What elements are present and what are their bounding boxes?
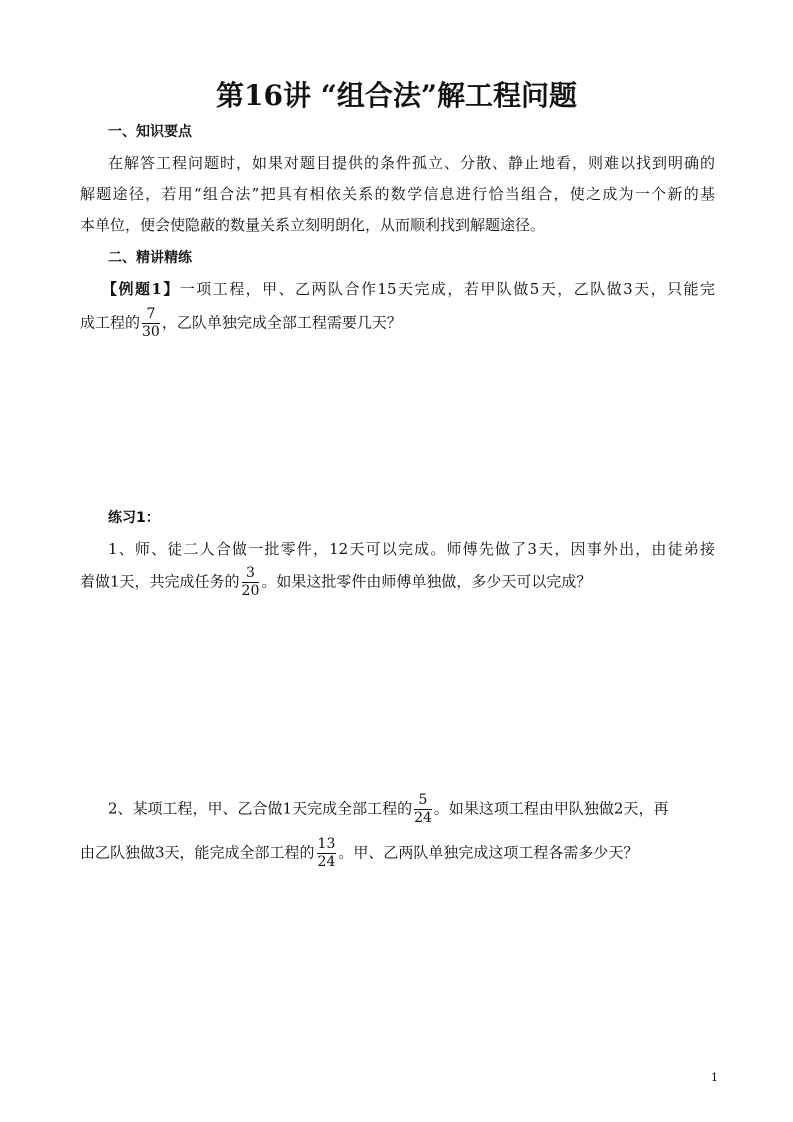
section-heading-practice: 二、精讲精练 bbox=[108, 250, 192, 266]
text: ，乙队单独完成全部工程需要几天？ bbox=[161, 313, 402, 332]
text: 。如果这项工程由甲队独做2天，再 bbox=[433, 799, 669, 818]
text: 2、某项工程，甲、乙合做1天完成全部工程的 bbox=[108, 799, 413, 818]
section-heading-knowledge: 一、知识要点 bbox=[108, 124, 192, 140]
question-1-line-1: 1、师、徒二人合做一批零件，12天可以完成。师傅先做了3天，因事外出，由徒弟接 bbox=[108, 540, 715, 558]
text: 。如果这批零件由师傅单独做，多少天可以完成？ bbox=[261, 572, 592, 591]
fraction bbox=[414, 792, 432, 827]
numerator: 13 bbox=[317, 836, 336, 852]
denominator: 24 bbox=[317, 854, 336, 870]
fraction bbox=[142, 306, 160, 341]
paragraph-line: 在解答工程问题时，如果对题目提供的条件孤立、分散、静止地看，则难以找到明确的 bbox=[108, 154, 715, 172]
question-2-line-1 bbox=[108, 792, 668, 827]
question-2-line-2 bbox=[80, 836, 638, 871]
paragraph-line: 解题途径，若用“组合法”把具有相依关系的数学信息进行恰当组合，使之成为一个新的基 bbox=[80, 185, 715, 203]
example-1-line-1 bbox=[102, 279, 715, 299]
example-1-line-2 bbox=[80, 306, 402, 341]
fraction bbox=[242, 565, 260, 600]
denominator: 24 bbox=[414, 810, 432, 826]
example-text: 一项工程，甲、乙两队合作15天完成，若甲队做5天，乙队做3天，只能完 bbox=[179, 280, 716, 298]
practice-heading: 练习1： bbox=[108, 510, 160, 526]
fraction bbox=[317, 836, 337, 871]
numerator: 7 bbox=[142, 306, 160, 324]
example-label: 【例题1】 bbox=[102, 280, 180, 298]
denominator: 30 bbox=[142, 324, 160, 340]
denominator: 20 bbox=[241, 583, 260, 599]
page-title: 第16讲 “组合法”解工程问题 bbox=[216, 79, 577, 112]
page-number: 1 bbox=[711, 1071, 718, 1084]
text: 。甲、乙两队单独完成这项工程各需多少天？ bbox=[338, 843, 639, 862]
numerator: 5 bbox=[414, 792, 432, 810]
paragraph-line: 本单位，便会使隐蔽的数量关系立刻明朗化，从而顺利找到解题途径。 bbox=[80, 216, 546, 234]
text: 由乙队独做3天，能完成全部工程的 bbox=[80, 843, 315, 862]
text: 着做1天，共完成任务的 bbox=[80, 572, 240, 591]
question-1-line-2 bbox=[80, 565, 591, 600]
numerator: 3 bbox=[242, 565, 260, 583]
text: 成工程的 bbox=[80, 313, 141, 332]
